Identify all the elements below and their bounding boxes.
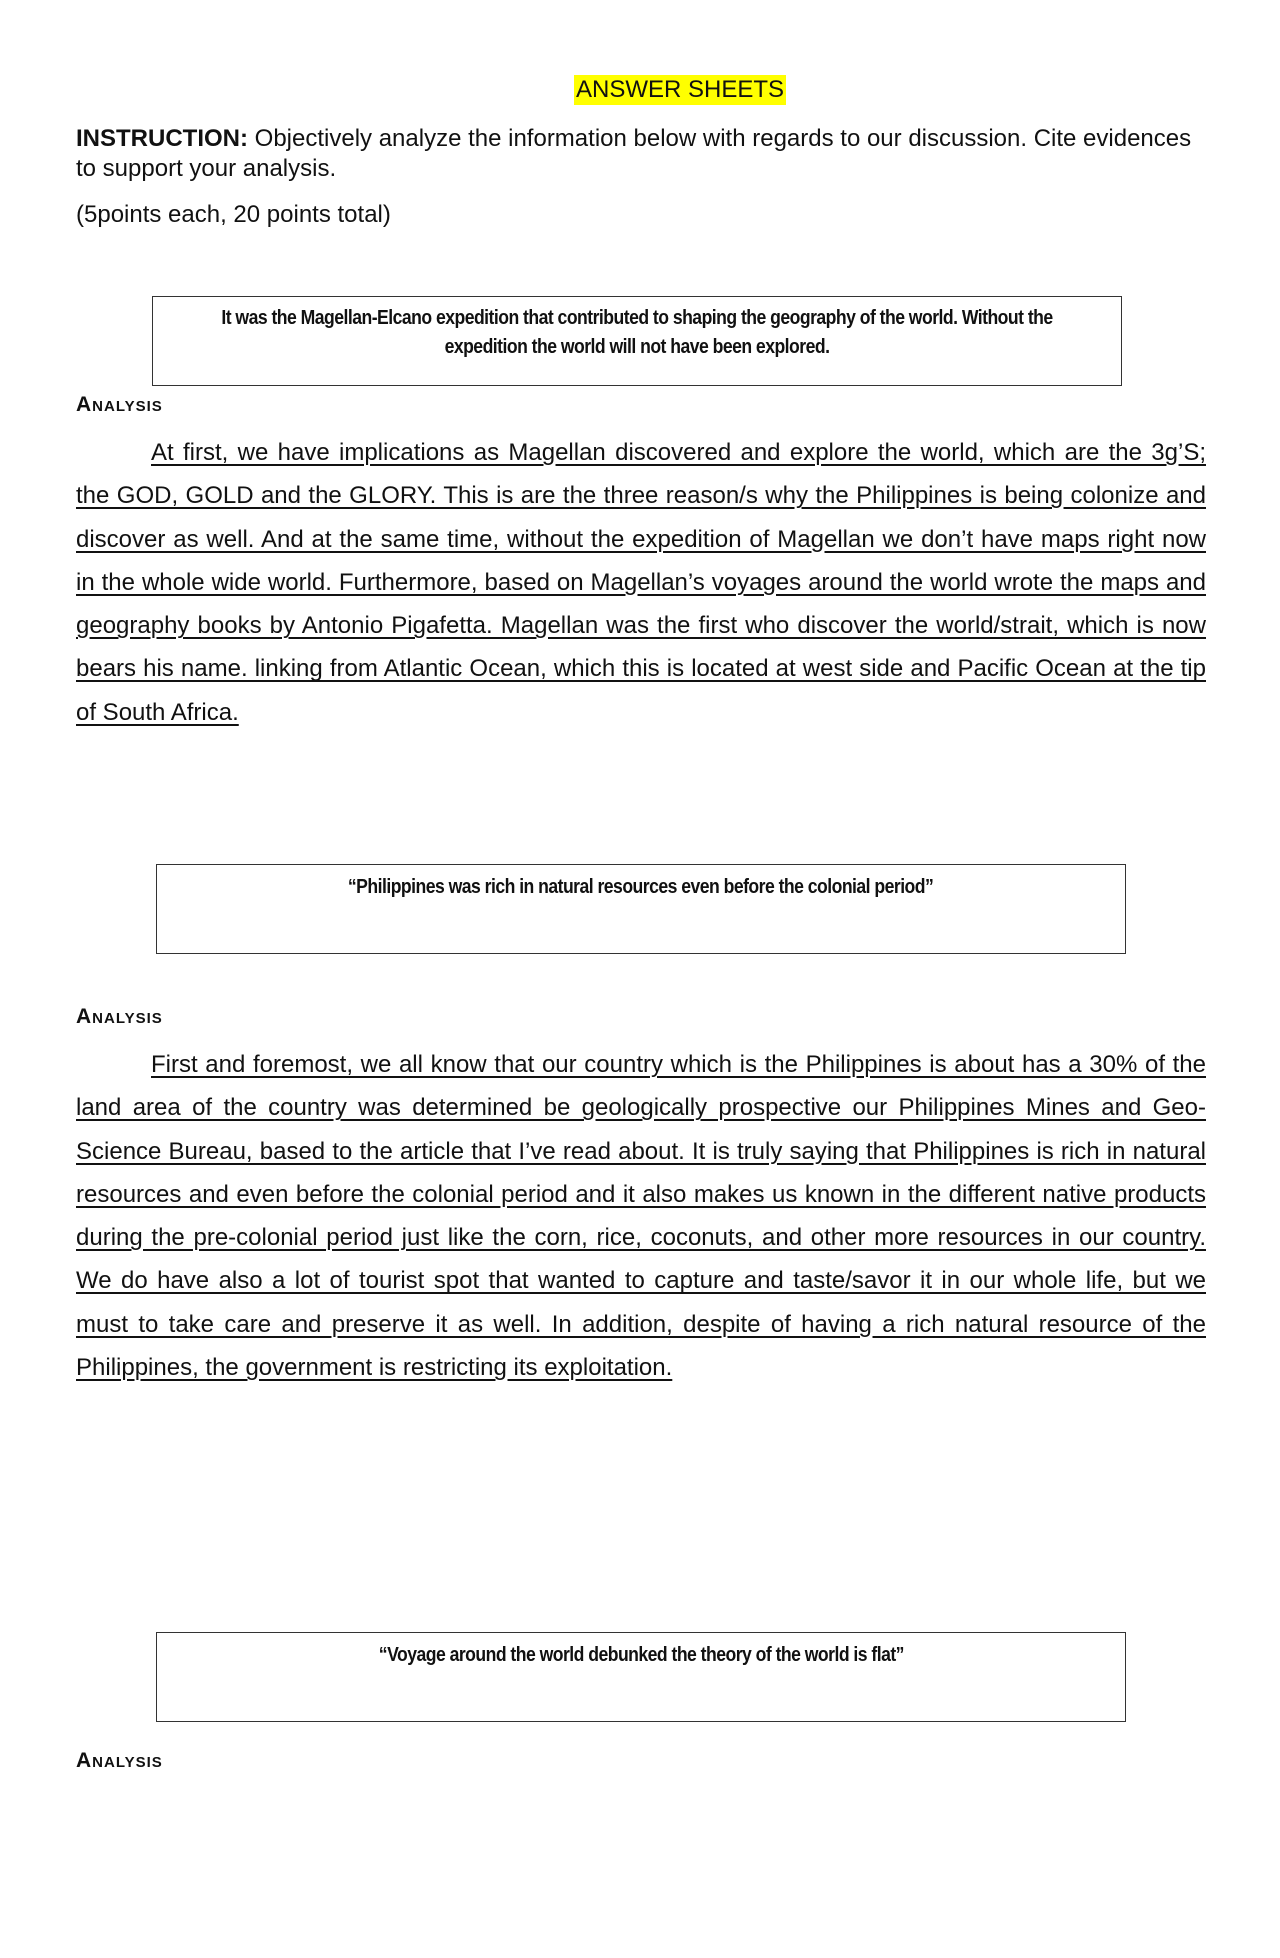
quote-text-1: It was the Magellan-Elcano expedition that contributed to shaping the geography of the world. Without the expedition the world will not have been explored. bbox=[221, 307, 1053, 358]
instruction-text: Objectively analyze the information below with regards to our discussion. Cite evidences to support your analysis. bbox=[76, 125, 1192, 182]
title-wrapper bbox=[0, 75, 1280, 105]
points-note: (5points each, 20 points total) bbox=[76, 201, 391, 228]
analysis-heading-2: Analysis bbox=[76, 1005, 163, 1028]
quote-box-2 bbox=[156, 864, 1126, 954]
quote-text-3: “Voyage around the world debunked the theory of the world is flat” bbox=[378, 1644, 904, 1666]
analysis-answer-1: At first, we have implications as Magellan discovered and explore the world, which are the 3g’S; the GOD, GOLD and the GLORY. This is are the three reason/s why the Philippines is being colonize and discover as well. And at the same time, without the expedition of Magellan we don’t have maps right now in the whole wide world. Furthermore, based on Magellan’s voyages around the world wrote the maps and geography books by Antonio Pigafetta. Magellan was the first who discover the world/strait, which is now bears his name. linking from Atlantic Ocean, which this is located at west side and Pacific Ocean at the tip of South Africa. bbox=[76, 439, 1206, 726]
instruction-label: INSTRUCTION: bbox=[76, 125, 248, 152]
page-title: ANSWER SHEETS bbox=[575, 76, 785, 103]
analysis-heading-3: Analysis bbox=[76, 1749, 163, 1772]
quote-text-2: “Philippines was rich in natural resources even before the colonial period” bbox=[348, 876, 934, 898]
quote-box-1 bbox=[152, 296, 1122, 386]
instruction-block bbox=[76, 124, 1206, 184]
analysis-answer-2: First and foremost, we all know that our country which is the Philippines is about has a 30% of the land area of the country was determined be geologically prospective our Philippines Mines and Geo-Science Bureau, based to the article that I’ve read about. It is truly saying that Philippines is rich in natural resources and even before the colonial period and it also makes us known in the different native products during the pre-colonial period just like the corn, rice, coconuts, and other more resources in our country. We do have also a lot of tourist spot that wanted to capture and taste/savor it in our whole life, but we must to take care and preserve it as well. In addition, despite of having a rich natural resource of the Philippines, the government is restricting its exploitation. bbox=[76, 1051, 1206, 1382]
analysis-heading-1: Analysis bbox=[76, 393, 163, 416]
quote-box-3 bbox=[156, 1632, 1126, 1722]
